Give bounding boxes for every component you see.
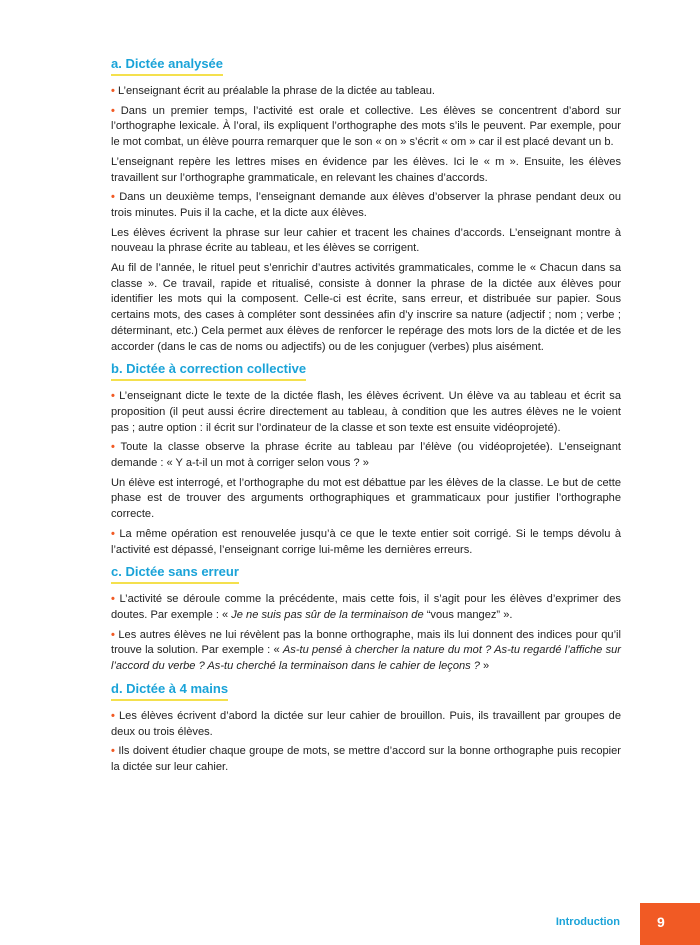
page-content	[111, 56, 621, 782]
bullet-paragraph	[111, 744, 621, 775]
paragraph: Les élèves écrivent la phrase sur leur cahier et tracent les chaines d’accords. L’enseignant montre à nouveau la phrase écrite au tableau, et les élèves se corrigent.	[111, 226, 621, 255]
bullet-icon: •	[111, 85, 115, 97]
page-number: 9	[657, 914, 665, 930]
section-dictee-correction-collective	[111, 361, 621, 558]
section-heading: c. Dictée sans erreur	[111, 564, 239, 584]
paragraph: Au fil de l’année, le rituel peut s’enrichir d’autres activités grammaticales, comme le « Chacun dans sa classe ». Ce travail, rapide et ritualisé, consiste à donner la phrase de la dictée aux élèves pour identifier les mots qui la composent. Celle-ci est écrite, sans erreur, et distribuée sur papier. Sous certains mots, des cases à compléter sont dessinées afin d’y inscrire sa nature (adjectif ; nom ; verbe ; déterminant, etc.) Cela permet aux élèves de renforcer le repérage des mots lors de la dictée et de les accorder (dans le cas de noms ou adjectifs) ou de les conjuguer (verbes) plus aisément.	[111, 262, 621, 353]
paragraph: L’enseignant repère les lettres mises en évidence par les élèves. Ici le « m ». Ensuite, les élèves travaillent sur l’orthographe grammaticale, en relevant les chaines d’accords.	[111, 155, 621, 184]
bullet-paragraph	[111, 592, 621, 623]
bullet-icon: •	[111, 441, 115, 454]
bullet-icon: •	[111, 104, 115, 117]
bullet-paragraph	[111, 440, 621, 471]
bullet-paragraph	[111, 628, 621, 675]
paragraph-text: Dans un premier temps, l’activité est orale et collective. Les élèves se concentrent d’abord sur l’orthographe lexicale. À l’oral, ils expliquent l’orthographe des mots s’ils le peuvent. Par exemple, pour le mot combat, un élève pourra remarquer que le son « on » s’écrit « om » car il est placé devant un b.	[111, 104, 621, 149]
paragraph-text: »	[479, 660, 490, 673]
paragraph-text: L’enseignant écrit au préalable la phrase de la dictée au tableau.	[117, 85, 436, 97]
paragraph-text: Ils doivent étudier chaque groupe de mots, se mettre d’accord sur la bonne orthographe puis recopier la dictée sur leur cahier.	[111, 745, 621, 773]
bullet-icon: •	[111, 709, 115, 722]
bullet-paragraph	[111, 389, 621, 436]
paragraph-text: L’enseignant dicte le texte de la dictée flash, les élèves écrivent. Un élève va au tableau et écrit sa proposition (il peut aussi écrire directement au tableau, à condition que les autres élèves ne le voient pas ; autre option : il écrit sur l’ordinateur de la classe et son texte est ensuite vidéoprojeté).	[111, 390, 621, 434]
section-heading: b. Dictée à correction collective	[111, 361, 306, 381]
paragraph-text: Dans un deuxième temps, l’enseignant demande aux élèves d’observer la phrase pendant deux ou trois minutes. Puis il la cache, et la dicte aux élèves.	[111, 191, 621, 219]
bullet-paragraph	[111, 190, 621, 221]
paragraph-text: La même opération est renouvelée jusqu’à ce que le texte entier soit corrigé. Si le temps dévolu à l’activité est dépassé, l’enseignant corrige lui-même les dernières erreurs.	[111, 527, 622, 556]
footer-chapter-label: Introduction	[555, 916, 620, 928]
section-heading: d. Dictée à 4 mains	[111, 681, 228, 701]
bullet-paragraph	[111, 709, 621, 740]
paragraph-text: Les élèves écrivent d’abord la dictée sur leur cahier de brouillon. Puis, ils travaillent par groupes de deux ou trois élèves.	[111, 709, 621, 738]
bullet-icon: •	[111, 390, 115, 403]
paragraph-text: Les autres élèves ne lui révèlent pas la bonne orthographe, mais ils lui donnent des indices pour qu’il trouve la solution. Par exemple : «	[111, 628, 621, 657]
bullet-icon: •	[111, 527, 115, 540]
bullet-icon: •	[111, 628, 115, 641]
page-number-tab	[640, 903, 700, 945]
bullet-paragraph	[111, 84, 621, 100]
bullet-paragraph	[111, 527, 621, 558]
section-dictee-analysee	[111, 56, 621, 355]
bullet-icon: •	[111, 745, 115, 758]
italic-quote: Je ne suis pas sûr de la terminaison de	[231, 608, 424, 621]
bullet-icon: •	[111, 593, 115, 606]
section-dictee-sans-erreur	[111, 564, 621, 675]
paragraph-text: L’activité se déroule comme la précédente, mais cette fois, il s’agit pour les élèves d’exprimer des doutes. Par exemple : «	[111, 593, 621, 621]
paragraph-text: Toute la classe observe la phrase écrite au tableau par l’élève (ou vidéoprojetée). L’enseignant demande : « Y a-t-il un mot à corriger selon vous ? »	[111, 441, 621, 470]
paragraph: Un élève est interrogé, et l’orthographe du mot est débattue par les élèves de la classe. Le but de cette phase est de trouver des arguments orthographiques et grammaticaux pour justifier l’orthographe correcte.	[111, 476, 621, 521]
section-dictee-4-mains	[111, 681, 621, 776]
bullet-paragraph	[111, 104, 621, 151]
bullet-icon: •	[111, 191, 115, 204]
italic-quote: As-tu pensé à chercher la nature du mot ? As-tu regardé l’affiche sur l’accord du verbe ? As-tu cherché la terminaison dans le cahier de leçons ?	[111, 644, 621, 673]
paragraph-text: “vous mangez” ».	[423, 608, 513, 621]
section-heading: a. Dictée analysée	[111, 56, 223, 76]
